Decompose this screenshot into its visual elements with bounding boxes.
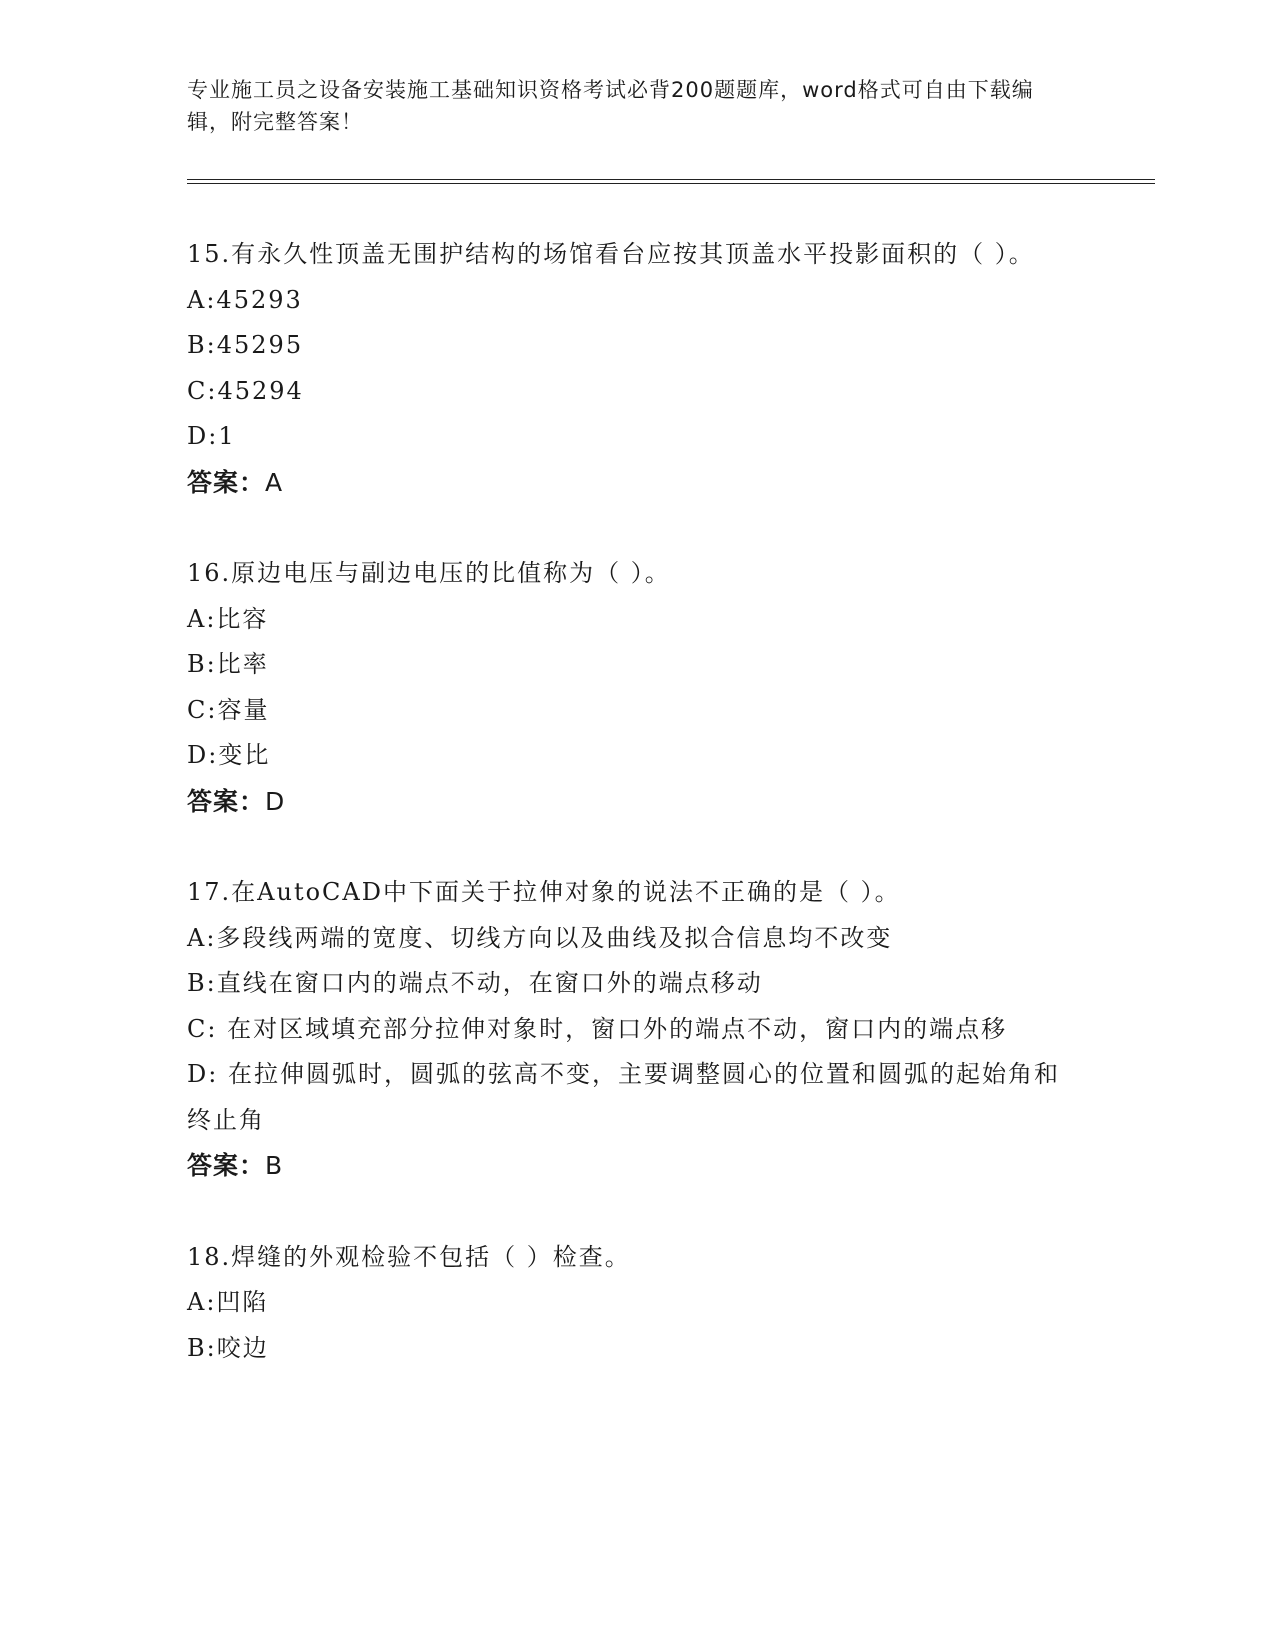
option-text: 1 <box>218 422 236 450</box>
option-c <box>187 688 1082 734</box>
option-text: 在对区域填充部分拉伸对象时，窗口外的端点不动，窗口内的端点移 <box>227 1014 1008 1043</box>
option-text: 在拉伸圆弧时，圆弧的弦高不变，主要调整圆心的位置和圆弧的起始角和终止角 <box>187 1060 1060 1134</box>
answer-line <box>187 460 1082 506</box>
header-divider-bottom <box>187 183 1155 184</box>
question-stem: 16.原边电压与副边电压的比值称为（ ）。 <box>187 559 671 587</box>
answer-value: A <box>265 467 284 497</box>
option-text: 比率 <box>216 650 269 678</box>
answer-label: 答案： <box>187 467 266 497</box>
question-stem: 15.有永久性顶盖无围护结构的场馆看台应按其顶盖水平投影面积的（ ）。 <box>187 240 1035 268</box>
question-stem: 17.在AutoCAD中下面关于拉伸对象的说法不正确的是（ ）。 <box>187 878 901 906</box>
option-key: C: <box>187 376 218 405</box>
option-key: B: <box>187 331 217 359</box>
document-header: 专业施工员之设备安装施工基础知识资格考试必背200题题库，word格式可自由下载编辑，附完整答案！ <box>187 78 1034 134</box>
option-key: C: <box>187 1014 218 1043</box>
option-text: 多段线两端的宽度、切线方向以及曲线及拟合信息均不改变 <box>216 923 893 952</box>
option-key: C: <box>187 695 218 724</box>
option-c <box>187 369 1082 415</box>
option-key: D: <box>187 1060 219 1088</box>
answer-label: 答案： <box>187 786 266 816</box>
option-key: A: <box>187 923 217 952</box>
answer-value: B <box>265 1151 284 1180</box>
answer-label: 答案： <box>187 1151 266 1180</box>
question-15 <box>187 232 1082 505</box>
option-d <box>187 414 1082 460</box>
question-list <box>187 232 1082 1417</box>
option-d <box>187 733 1082 779</box>
answer-value: D <box>265 786 286 816</box>
option-b <box>187 961 1082 1007</box>
option-c <box>187 1007 1082 1053</box>
option-a <box>187 1280 1082 1326</box>
answer-line <box>187 779 1082 825</box>
option-text: 容量 <box>217 695 270 724</box>
option-key: B: <box>187 969 217 997</box>
option-key: D: <box>187 741 219 769</box>
option-text: 变比 <box>218 741 271 769</box>
option-text: 直线在窗口内的端点不动，在窗口外的端点移动 <box>216 969 763 997</box>
option-b <box>187 323 1082 369</box>
question-18 <box>187 1235 1082 1372</box>
answer-line <box>187 1143 1082 1189</box>
option-text: 咬边 <box>216 1333 269 1362</box>
option-key: D: <box>187 422 219 450</box>
option-text: 凹陷 <box>216 1288 269 1316</box>
option-text: 比容 <box>216 604 269 633</box>
option-text: 45294 <box>217 376 304 405</box>
option-a <box>187 278 1082 324</box>
option-a <box>187 597 1082 643</box>
question-stem: 18.焊缝的外观检验不包括（ ）检查。 <box>187 1242 631 1271</box>
option-key: A: <box>187 285 217 314</box>
option-b <box>187 642 1082 688</box>
option-a <box>187 916 1082 962</box>
question-16 <box>187 551 1082 824</box>
option-key: A: <box>187 604 217 633</box>
option-b <box>187 1326 1082 1372</box>
option-key: B: <box>187 650 217 678</box>
option-text: 45295 <box>216 331 304 359</box>
option-text: 45293 <box>216 285 303 314</box>
option-key: B: <box>187 1333 217 1362</box>
header-divider-top <box>187 179 1155 180</box>
option-key: A: <box>187 1288 217 1316</box>
question-17 <box>187 870 1082 1189</box>
option-d <box>187 1052 1082 1143</box>
